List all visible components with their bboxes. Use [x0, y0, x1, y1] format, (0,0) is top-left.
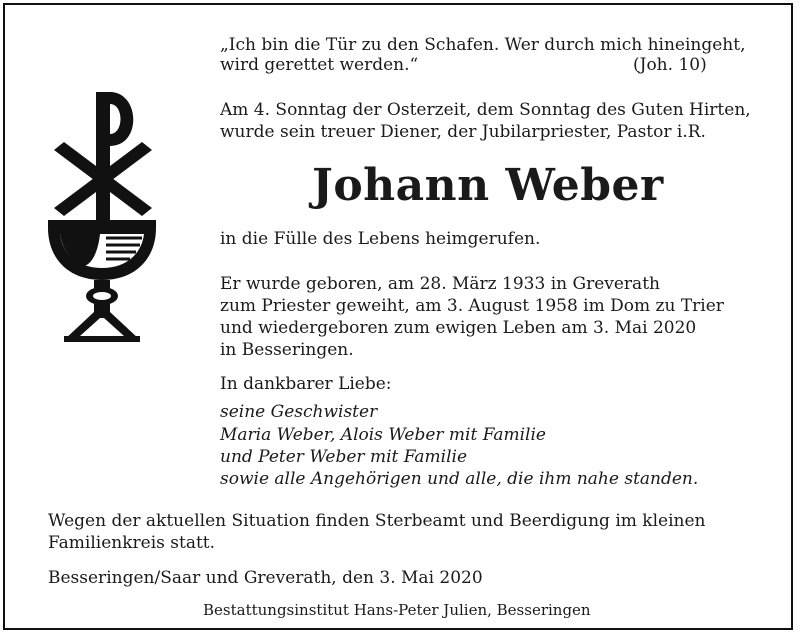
called-home-text: in die Fülle des Lebens heimgerufen. [220, 229, 541, 249]
quote-line-2: wird gerettet werden.“ [220, 55, 419, 75]
place-date: Besseringen/Saar und Greverath, den 3. Mai 2020 [48, 568, 483, 588]
mourner-line: seine Geschwister [220, 402, 378, 422]
bio-line: zum Priester geweiht, am 3. August 1958 im Dom zu Trier [220, 296, 724, 316]
notice-line: Familienkreis statt. [48, 533, 216, 553]
intro-line-1: Am 4. Sonntag der Osterzeit, dem Sonntag des Guten Hirten, [220, 100, 751, 120]
mourner-line: sowie alle Angehörigen und alle, die ihm nahe standen. [220, 469, 699, 489]
notice-line: Wegen der aktuellen Situation finden Sterbeamt und Beerdigung im kleinen [48, 511, 706, 531]
mourners-intro: In dankbarer Liebe: [220, 374, 392, 394]
quote-line-1: „Ich bin die Tür zu den Schafen. Wer durch mich hineingeht, [220, 35, 746, 55]
deceased-name: Johann Weber [312, 160, 664, 211]
funeral-home: Bestattungsinstitut Hans-Peter Julien, Besseringen [203, 601, 591, 619]
chi-rho-chalice-icon [44, 88, 162, 346]
intro-line-2: wurde sein treuer Diener, der Jubilarpriester, Pastor i.R. [220, 122, 706, 142]
mourner-line: Maria Weber, Alois Weber mit Familie [220, 425, 546, 445]
bio-line: in Besseringen. [220, 340, 354, 360]
quote-reference: (Joh. 10) [633, 55, 707, 75]
bio-line: und wiedergeboren zum ewigen Leben am 3. Mai 2020 [220, 318, 697, 338]
mourner-line: und Peter Weber mit Familie [220, 447, 468, 467]
bio-line: Er wurde geboren, am 28. März 1933 in Greverath [220, 274, 660, 294]
